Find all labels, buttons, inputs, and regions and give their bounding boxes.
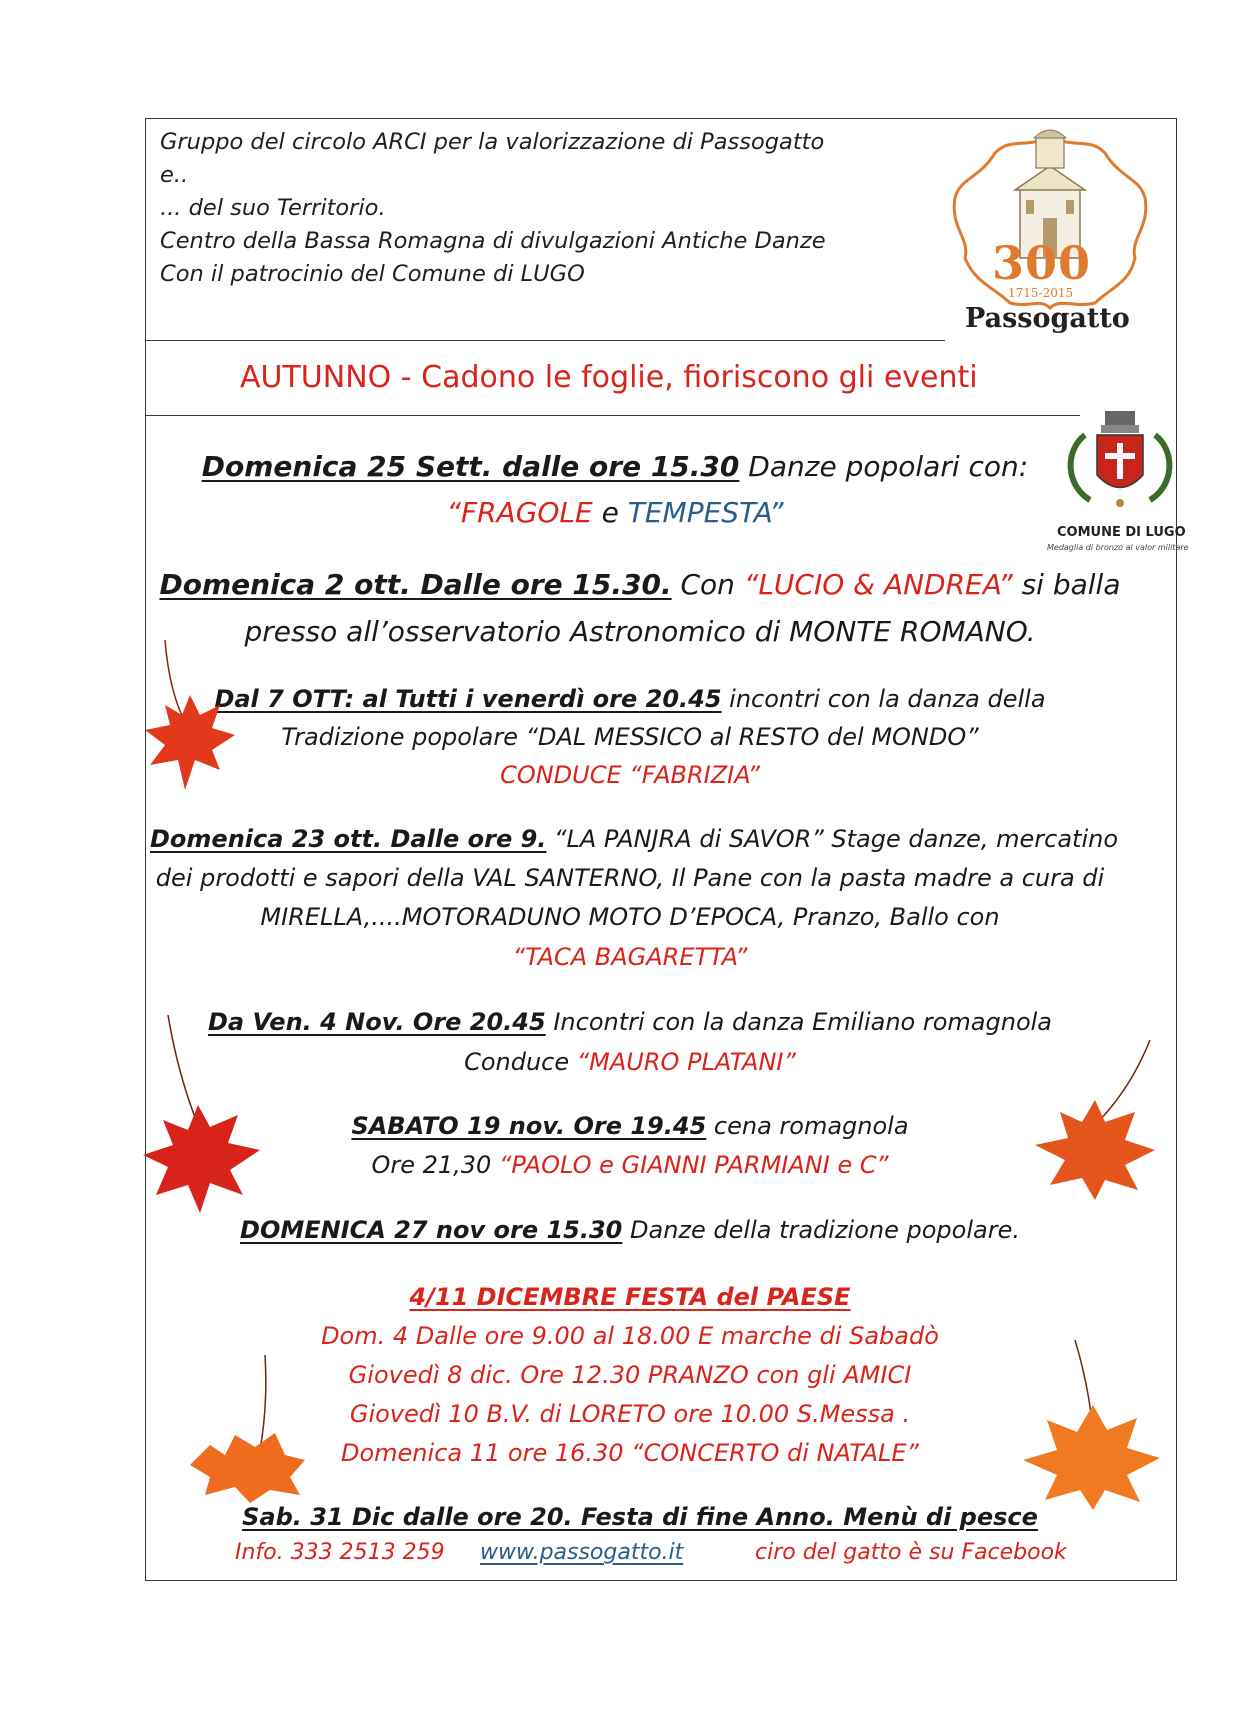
header-divider: [145, 340, 945, 341]
event-8-line: Domenica 11 ore 16.30 “CONCERTO di NATALE”: [341, 1439, 919, 1467]
artist-name: “LUCIO & ANDREA”: [743, 568, 1013, 601]
event-4-artist: “TACA BAGARETTA”: [512, 943, 748, 971]
event-text: Danze popolari con:: [739, 450, 1029, 483]
event-8-line: Giovedì 8 dic. Ore 12.30 PRANZO con gli AMICI: [348, 1361, 912, 1389]
conjunction: e: [592, 496, 628, 529]
event-3-conductor: CONDUCE “FABRIZIA”: [500, 761, 760, 789]
facebook-note: ciro del gatto è su Facebook: [755, 1540, 1067, 1565]
event-date: Da Ven. 4 Nov. Ore 20.45: [207, 1008, 546, 1036]
event-text: si balla: [1012, 568, 1121, 601]
info-phone: Info. 333 2513 259: [235, 1540, 445, 1565]
event-text: “LA PANJRA di SAVOR” Stage danze, mercatino: [546, 825, 1119, 853]
event-3: [160, 685, 1100, 713]
event-8-title: 4/11 DICEMBRE FESTA del PAESE: [409, 1283, 851, 1311]
header-line: Con il patrocinio del Comune di LUGO: [160, 261, 585, 287]
maple-leaf-icon: [180, 1355, 310, 1505]
artist-name: “FRAGOLE: [446, 496, 593, 529]
header-line: ... del suo Territorio.: [160, 195, 386, 221]
logo-name: Passogatto: [965, 303, 1130, 334]
header-line: Centro della Bassa Romagna di divulgazioni Antiche Danze: [160, 228, 826, 254]
artist-name: “PAOLO e GIANNI PARMIANI e C”: [498, 1151, 889, 1179]
event-text: Con: [671, 568, 744, 601]
event-text: Ore 21,30: [371, 1151, 499, 1179]
event-date: Dal 7 OTT: al Tutti i venerdì ore 20.45: [214, 685, 722, 713]
event-4-line: MIRELLA,....MOTORADUNO MOTO D’EPOCA, Pranzo, Ballo con: [260, 903, 1000, 931]
event-9: Sab. 31 Dic dalle ore 20. Festa di fine Anno. Menù di pesce: [242, 1503, 1038, 1531]
event-5-conductor: [160, 1048, 1100, 1076]
event-2-line: presso all’osservatorio Astronomico di MONTE ROMANO.: [244, 615, 1036, 648]
event-8-line: Giovedì 10 B.V. di LORETO ore 10.00 S.Messa .: [349, 1400, 911, 1428]
event-date: Domenica 25 Sett. dalle ore 15.30: [201, 450, 740, 483]
event-date: DOMENICA 27 nov ore 15.30: [240, 1216, 623, 1244]
event-date: Domenica 2 ott. Dalle ore 15.30.: [159, 568, 672, 601]
event-6: [160, 1112, 1100, 1140]
comune-name: COMUNE DI LUGO: [1057, 525, 1186, 540]
event-5: [160, 1008, 1100, 1036]
artist-name: TEMPESTA”: [627, 496, 784, 529]
artist-name: “MAURO PLATANI”: [576, 1048, 796, 1076]
event-date: Domenica 23 ott. Dalle ore 9.: [150, 825, 547, 853]
event-4-line: dei prodotti e sapori della VAL SANTERNO, Il Pane con la pasta madre a cura di: [155, 864, 1105, 892]
event-3-line: Tradizione popolare “DAL MESSICO al RESTO del MONDO”: [281, 723, 979, 751]
event-7: [150, 1216, 1110, 1244]
event-2: [150, 568, 1130, 601]
comune-subtitle: Medaglia di bronzo al valor militare: [1047, 543, 1189, 552]
event-date: SABATO 19 nov. Ore 19.45: [351, 1112, 707, 1140]
event-6-artists: [160, 1151, 1100, 1179]
event-text: cena romagnola: [706, 1112, 909, 1140]
event-1-artists: [150, 496, 1080, 529]
passogatto-300-logo: [950, 118, 1150, 343]
logo-number: 300: [992, 236, 1092, 290]
event-text: Conduce: [464, 1048, 577, 1076]
maple-leaf-icon: [138, 1015, 268, 1215]
header-line: Gruppo del circolo ARCI per la valorizzazione di Passogatto: [160, 129, 825, 155]
website-link[interactable]: www.passogatto.it: [480, 1540, 684, 1565]
header-line: e..: [160, 162, 189, 188]
event-8-line: Dom. 4 Dalle ore 9.00 al 18.00 E marche di Sabadò: [321, 1322, 939, 1350]
maple-leaf-icon: [1020, 1040, 1160, 1200]
event-text: Danze della tradizione popolare.: [622, 1216, 1020, 1244]
title-divider: [145, 415, 1080, 416]
maple-leaf-icon: [140, 640, 240, 800]
event-4: [150, 825, 1119, 853]
event-text: incontri con la danza della: [721, 685, 1046, 713]
header-block: [160, 126, 930, 291]
page-title: AUTUNNO - Cadono le foglie, fioriscono gli eventi: [240, 360, 978, 395]
maple-leaf-icon: [1015, 1340, 1165, 1510]
event-text: Incontri con la danza Emiliano romagnola: [545, 1008, 1053, 1036]
logo-years: 1715-2015: [1008, 286, 1074, 300]
event-1: [150, 450, 1080, 483]
